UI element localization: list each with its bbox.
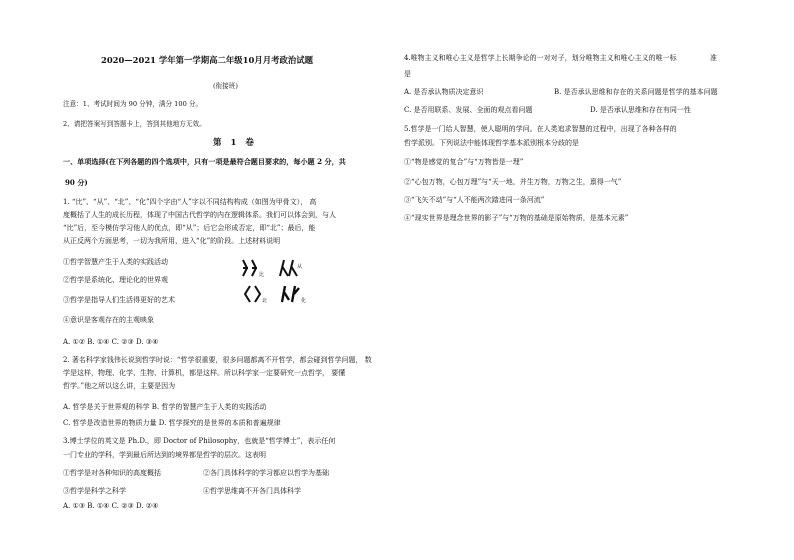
q1-option: ②哲学是系统化、理论化的世界观 bbox=[63, 276, 168, 284]
q2-text-line: 2. 著名科学家钱伟长说到哲学时说：“哲学很重要，很多问题都离不开哲学，都会碰到哲学问题， 数 bbox=[63, 356, 372, 364]
q2-choices-row: A. 哲学是关于世界观的科学 B. 哲学的智慧产生于人类的实践活动 bbox=[63, 403, 267, 411]
q2-choices-row: C. 哲学是改造世界的物质力量 D. 哲学探究的是世界的本质和普遍规律 bbox=[63, 419, 281, 427]
volume-heading: 第 1 卷 bbox=[213, 138, 257, 148]
q1-text-line: 从正反两个方面思考，一切为我所用，进入“化”的阶段。上述材料说明 bbox=[63, 237, 281, 245]
q3-option: ③哲学是科学之科学 bbox=[63, 487, 126, 495]
q3-option: ②各门具体科学的学习都应以哲学为基础 bbox=[203, 469, 329, 477]
q2-text-line: 哲学。”他之所以这么讲，主要是因为 bbox=[63, 382, 176, 390]
q5-option: ②“心包万物，心包万理”与“天一地，并生万物，万物之生，禀得一气” bbox=[404, 178, 622, 186]
q3-text-line: 3.博士学位的英文是 Ph.D.，即 Doctor of Philosophy，也就是“哲学博士”，表示任何 bbox=[63, 437, 336, 445]
q1-option: ①哲学智慧产生于人类的实践活动 bbox=[63, 258, 168, 266]
q5-option: ①“物是感觉的复合”与“万物皆是一理” bbox=[404, 158, 524, 166]
q1-text-line: 度概括了人生的成长历程，体现了中国古代哲学的内在逻辑体系。我们可以体会到，与人 bbox=[63, 211, 336, 219]
glyph-label-hua: 化 bbox=[301, 298, 307, 304]
q5-text-line: 哲学派别。下列说法中能体现哲学基本派别根本分歧的是 bbox=[404, 139, 579, 147]
q3-option: ①哲学是对各种知识的高度概括 bbox=[63, 469, 161, 477]
q4-choice: C. 是否用联系、发展、全面的观点看问题 bbox=[404, 106, 533, 114]
glyph-label-bi: 比 bbox=[259, 272, 265, 278]
oracle-bone-glyphs-figure bbox=[240, 256, 320, 308]
section-heading-line2: 90 分) bbox=[65, 178, 88, 187]
q5-option: ③“飞矢不动”与“人不能两次踏进同一条河流” bbox=[404, 196, 545, 204]
exam-note-2: 2、请把答案写到答题卡上，答到其他地方无效。 bbox=[63, 120, 206, 128]
q1-choices: A. ①② B. ①④ C. ②③ D. ③④ bbox=[63, 338, 159, 346]
q5-option: ④“现实世界是理念世界的影子”与“万物的基础是原始物质，是基本元素” bbox=[404, 214, 629, 222]
q1-option: ④意识是客观存在的主观映象 bbox=[63, 316, 154, 324]
exam-subtitle: (衔接班) bbox=[213, 82, 238, 90]
q1-text-line: 1. “比”、“从”、“北”、“化”四个字由“人”字以不同结构构成（如图为甲骨文）， 高 bbox=[63, 198, 317, 206]
q4-choice: B. 是否承认思维和存在的关系问题是哲学的基本问题 bbox=[554, 88, 718, 96]
q2-text-line: 学是这样，物理、化学、生物、计算机，都是这样。所以科学家一定要研究一点哲学， 要懂 bbox=[63, 369, 346, 377]
q3-choices: A. ①③ B. ①④ C. ②③ D. ②④ bbox=[63, 502, 159, 510]
q4-text-line: 是 bbox=[404, 70, 411, 78]
q5-text-line: 5.哲学是一门给人智慧，使人聪明的学问。在人类追求智慧的过程中，出现了各种各样的 bbox=[404, 125, 677, 133]
q1-option: ③哲学是指导人们生活得更好的艺术 bbox=[63, 296, 175, 304]
section-heading-line1: 一、单项选择(在下列各题的四个选项中，只有一项是最符合题目要求的，每小题 2 分，共 bbox=[63, 157, 346, 166]
q3-option: ④哲学思维离不开各门具体科学 bbox=[203, 487, 301, 495]
q4-text-line-end: 准 bbox=[710, 54, 717, 62]
q1-text-line: “比”后，至今模仿学习他人的优点，即“从”；后它会形成否定，即“北”；最后，能 bbox=[63, 224, 316, 232]
glyph-label-bei: 北 bbox=[262, 298, 268, 304]
exam-title: 2020—2021 学年第一学期高二年级10月月考政治试题 bbox=[101, 55, 313, 65]
exam-note-1: 注意：1、考试时间为 90 分钟，满分 100 分。 bbox=[63, 100, 203, 108]
glyph-label-cong: 从 bbox=[297, 264, 303, 270]
q4-text-line: 4.唯物主义和唯心主义是哲学上长期争论的一对对子，划分唯物主义和唯心主义的唯一标 bbox=[404, 54, 677, 62]
q3-text-line: 一门专业的学科，学到最后所达到的境界都是哲学的层次。这表明 bbox=[63, 451, 266, 459]
q4-choice: A. 是否承认物质决定意识 bbox=[404, 88, 484, 96]
q4-choice: D. 是否承认思维和存在有同一性 bbox=[590, 106, 691, 114]
